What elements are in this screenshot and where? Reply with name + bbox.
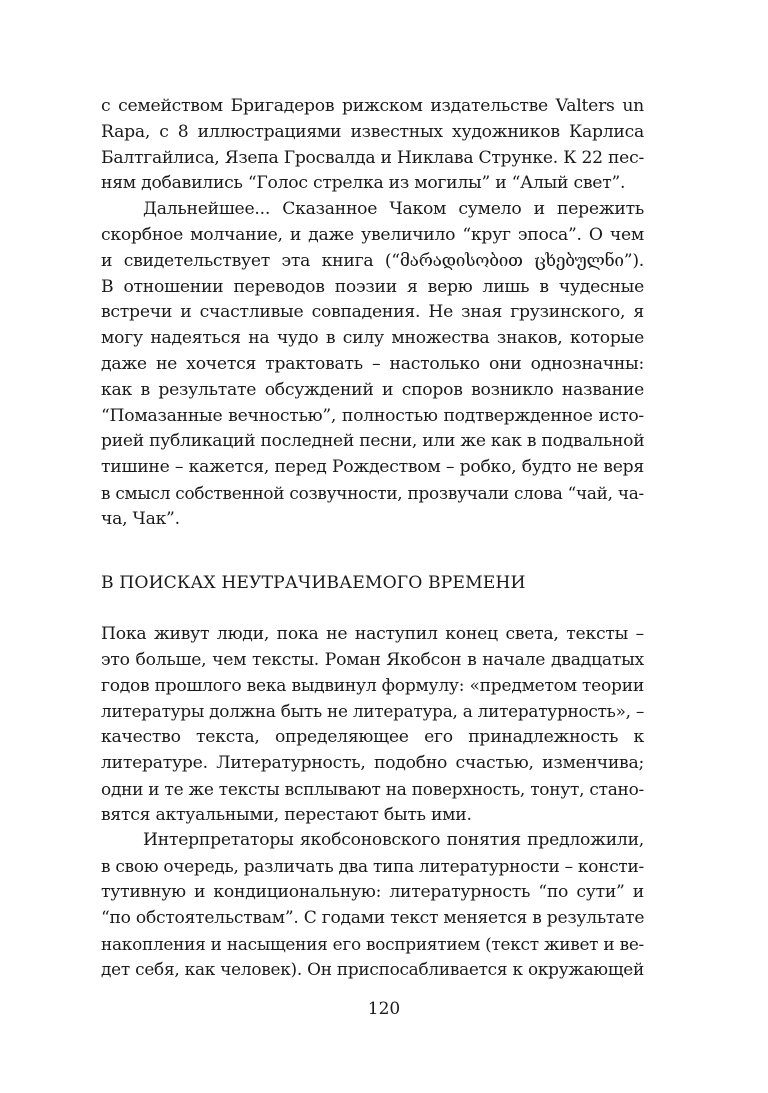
text-line: ням добавились “Голос стрелка из могилы” и “Алый свет”. [101, 173, 626, 194]
text-line: накопления и насыщения его восприятием (текст живет и ве- [101, 933, 644, 954]
text-line: это больше, чем тексты. Роман Якобсон в начале двадцатых [101, 649, 644, 670]
text-line: встречи и счастливые совпадения. Не зная грузинского, я [101, 302, 644, 323]
text-line: тутивную и кондициональную: литературность “по сути” и [101, 881, 644, 902]
text-line: одни и те же тексты всплывают на поверхность, тонут, стано- [101, 778, 644, 799]
section-heading: В ПОИСКАХ НЕУТРАЧИВАЕМОГО ВРЕМЕНИ [101, 573, 526, 593]
text-line: В отношении переводов поэзии я верю лишь в чудесные [101, 276, 644, 297]
top-text-block [101, 94, 644, 533]
text-line: скорбное молчание, и даже увеличило “круг эпоса”. О чем [101, 224, 644, 245]
text-line: литературе. Литературность, подобно счастью, изменчива; [101, 752, 644, 773]
text-line: с семейством Бригадеров рижском издательстве Valters un [101, 96, 644, 116]
text-line: Балтгайлиса, Язепа Гросвалда и Никлава Струнке. К 22 пес- [101, 147, 644, 168]
text-line: Пока живут люди, пока не наступил конец света, тексты – [101, 624, 644, 644]
page-number: 120 [367, 999, 401, 1019]
text-line: в смысл собственной созвучности, прозвучали слова “чай, ча- [101, 482, 644, 503]
text-line: годов прошлого века выдвинул формулу: «предметом теории [101, 675, 644, 696]
text-line: ча, Чак”. [101, 508, 180, 529]
text-line: тишине – кажется, перед Рождеством – робко, будто не веря [101, 457, 644, 478]
text-line: Интерпретаторы якобсоновского понятия предложили, [143, 830, 644, 851]
text-line: дет себя, как человек). Он приспосабливается к окружающей [101, 959, 644, 980]
text-line: в свою очередь, различать два типа литературности – консти- [101, 856, 644, 877]
text-line: “по обстоятельствам”. С годами текст меняется в результате [101, 907, 645, 928]
text-line: литературы должна быть не литература, а литературность», – [101, 701, 645, 722]
text-line: Rapa, с 8 иллюстрациями известных художников Карлиса [101, 121, 644, 142]
text-line: “Помазанные вечностью”, полностью подтвержденное исто- [101, 405, 644, 426]
text-line: качество текста, определяющее его принадлежность к [101, 727, 644, 748]
text-line: как в результате обсуждений и споров возникло название [101, 379, 644, 400]
text-line: Дальнейшее... Сказанное Чаком сумело и пережить [143, 199, 644, 220]
bottom-text-block [101, 622, 644, 983]
text-line: и свидетельствует эта книга (“მარადისობით ცხებულნი”). [101, 250, 644, 271]
text-line: даже не хочется трактовать – настолько они однозначны: [101, 353, 644, 374]
text-line: вятся актуальными, перестают быть ими. [101, 804, 472, 825]
text-line: рией публикаций последней песни, или же как в подвальной [101, 431, 645, 452]
text-line: могу надеяться на чудо в силу множества знаков, которые [101, 328, 644, 349]
